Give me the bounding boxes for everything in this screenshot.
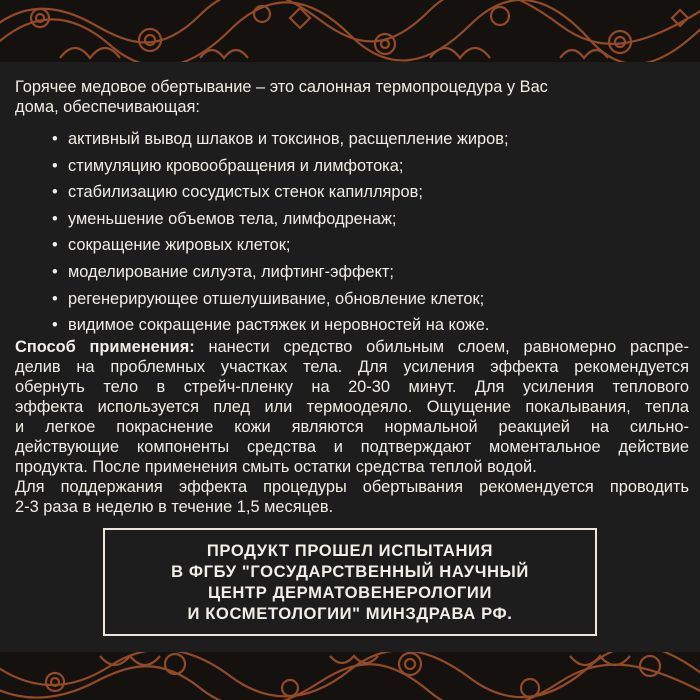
certification-line: ЦЕНТР ДЕРМАТОВЕНЕРОЛОГИИ — [208, 583, 492, 602]
certification-line: ПРОДУКТ ПРОШЕЛ ИСПЫТАНИЯ — [206, 541, 494, 560]
bullet-icon: • — [52, 130, 58, 148]
usage-text: нанести средство обильным слоем, равномерно распре- — [194, 338, 689, 356]
list-item — [52, 206, 672, 233]
certification-line: И КОСМЕТОЛОГИИ" МИНЗДРАВА РФ. — [187, 604, 513, 623]
list-item — [52, 232, 672, 259]
bullet-icon: • — [52, 209, 58, 228]
list-item-text: уменьшение объемов тела, лимфодренаж; — [68, 209, 397, 228]
usage-line: действующие компоненты средства и подтверждают моментальное действие — [15, 438, 689, 456]
usage-line: 2-3 раза в неделю в течение 1,5 месяцев. — [15, 498, 334, 516]
bullet-icon: • — [52, 236, 58, 255]
bullet-icon: • — [52, 183, 58, 202]
list-item-text: активный вывод шлаков и токсинов, расщепление жиров; — [68, 130, 509, 148]
list-item — [52, 259, 672, 286]
usage-line: эффекта используется плед или термоодеяло. Ощущение покалывания, тепла — [15, 398, 689, 416]
usage-line: продукта. После применения смыть остатки средства теплой водой. — [15, 458, 537, 476]
list-item — [52, 312, 672, 339]
ornament-bottom-band — [0, 652, 700, 700]
bullet-icon: • — [52, 262, 58, 281]
certification-line: В ФГБУ "ГОСУДАРСТВЕННЫЙ НАУЧНЫЙ — [171, 562, 529, 581]
list-item-text: моделирование силуэта, лифтинг-эффект; — [68, 262, 394, 281]
usage-line: и легкое покраснение кожи являются нормальной реакцией на сильно- — [15, 418, 689, 436]
usage-line: делив на проблемных участках тела. Для усиления эффекта рекомендуется — [15, 358, 689, 376]
bullet-icon: • — [52, 289, 58, 308]
bullet-icon: • — [52, 156, 58, 175]
list-item-text: стимуляцию кровообращения и лимфотока; — [68, 156, 404, 175]
list-item — [52, 153, 672, 180]
usage-line — [15, 337, 689, 357]
usage-label: Способ применения: — [15, 338, 195, 356]
list-item-text: видимое сокращение растяжек и неровностей на коже. — [68, 316, 490, 335]
list-item — [52, 179, 672, 206]
list-item-text: регенерирующее отшелушивание, обновление клеток; — [68, 289, 485, 308]
list-item — [52, 126, 672, 153]
intro-paragraph: Горячее медовое обертывание – это салонная термопроцедура у Вас дома, обеспечивающая: — [15, 78, 548, 116]
list-item-text: стабилизацию сосудистых стенок капилляров; — [68, 183, 423, 202]
list-item — [52, 286, 672, 313]
bullet-icon: • — [52, 316, 58, 335]
usage-line: Для поддержания эффекта процедуры обертывания рекомендуется проводить — [15, 478, 689, 496]
usage-paragraph — [15, 337, 689, 517]
ornament-top-band — [0, 0, 700, 62]
list-item-text: сокращение жировых клеток; — [68, 236, 291, 255]
benefits-list — [52, 126, 672, 339]
usage-line: обернуть тело в стрейч-пленку на 20-30 минут. Для усиления теплового — [15, 378, 689, 396]
certification-box — [103, 528, 597, 636]
